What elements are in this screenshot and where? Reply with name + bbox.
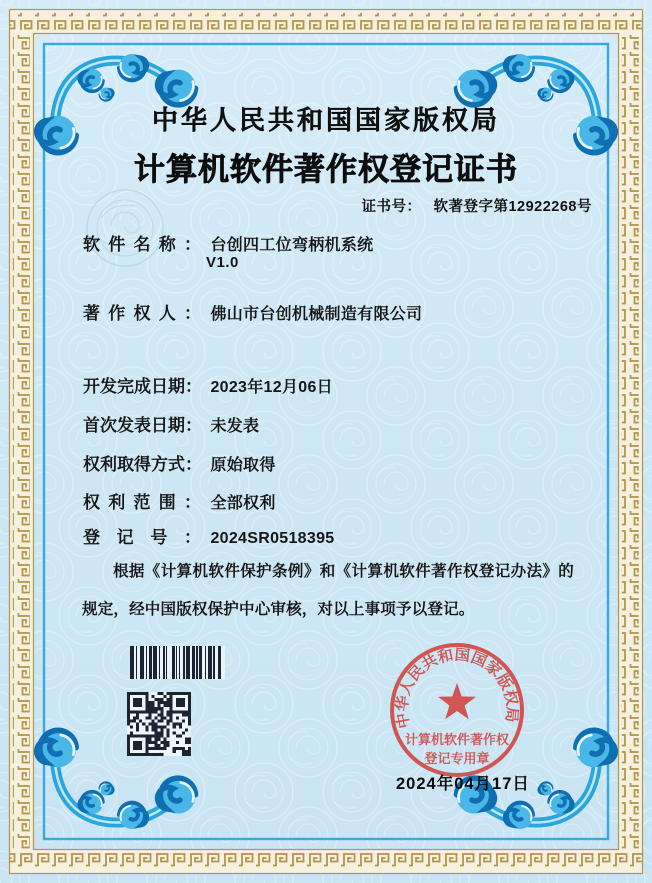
field-label: 软件名称： [83,235,201,254]
field-label: 权利取得方式： [83,455,202,474]
gold-border-band [9,9,643,874]
field-value: 2023年12月06日 [210,379,333,396]
field-value: 原始取得 [210,457,276,474]
seal-ring-text: 中华人民共和国国家版权局 [394,647,520,730]
certificate-number-label: 证书号： [361,199,422,215]
field-label: 开发完成日期： [83,377,202,396]
seal-line2: 登记专用章 [424,751,490,766]
barcode [130,646,225,679]
seal-line1: 计算机软件著作权 [404,732,510,747]
field-value: 2024SR0518395 [210,530,335,547]
field-row-registration-number [83,523,334,548]
field-label: 权利范围： [83,493,201,512]
certificate-number [361,195,592,216]
qr-code [127,692,191,756]
field-value: 全部权利 [210,495,276,512]
field-row-completion-date [83,372,333,397]
star-icon [438,683,476,719]
field-label: 首次发表日期： [83,416,202,435]
field-label: 登记号： [83,528,201,547]
certificate-number-value: 软著登字第12922268号 [433,199,592,215]
authority-title: 中华人民共和国国家版权局 [151,106,500,135]
issue-date: 2024年04月17日 [396,775,530,793]
certificate-title: 计算机软件著作权登记证书 [134,152,518,187]
field-row-software-name [83,230,373,255]
field-value: 佛山市台创机械制造有限公司 [210,306,423,323]
registration-statement: 根据《计算机软件保护条例》和《计算机软件著作权登记办法》的规定，经中国版权保护中心审核，对以上事项予以登记。 [82,563,574,618]
field-value: 台创四工位弯柄机系统 [210,237,374,254]
software-version: V1.0 [206,254,239,271]
field-row-first-publication [83,411,259,436]
field-row-copyright-owner [83,299,422,324]
field-value: 未发表 [210,418,260,435]
field-row-rights-acquisition [83,450,276,475]
field-row-rights-scope [83,488,276,513]
field-label: 著作权人： [83,304,201,323]
official-seal [382,635,532,785]
